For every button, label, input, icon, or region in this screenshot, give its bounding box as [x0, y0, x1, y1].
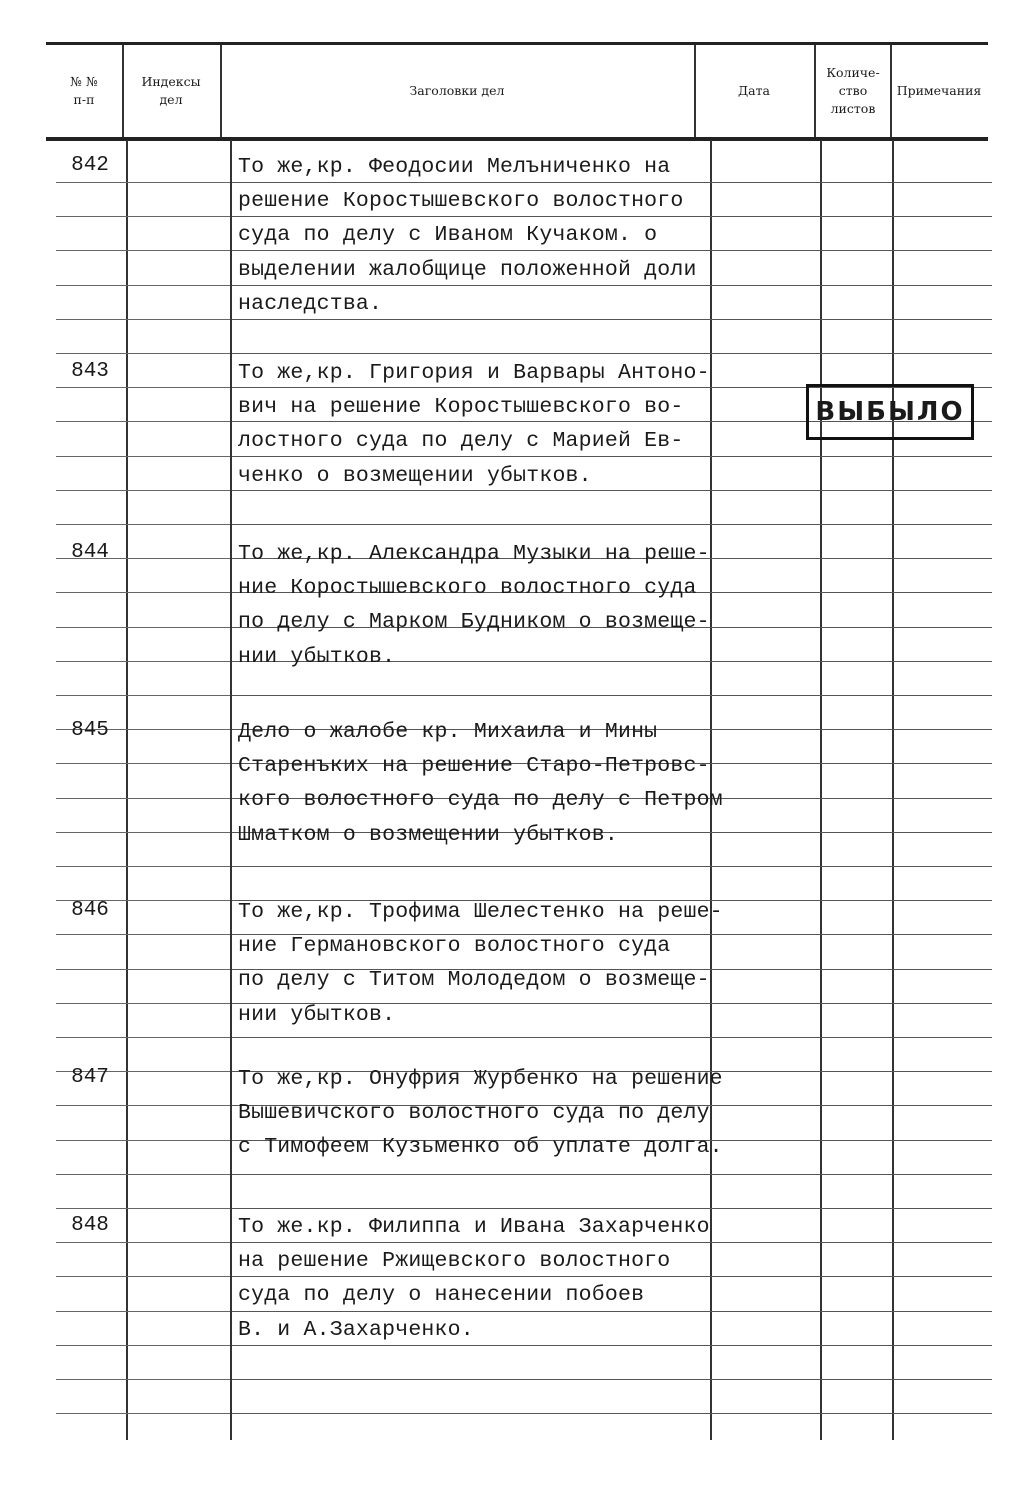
header-divider: [122, 45, 124, 137]
ruled-line: [56, 661, 230, 662]
header-sheets: Количе- ство листов: [826, 64, 880, 117]
ruled-line: [56, 969, 230, 970]
ruled-line: [232, 1208, 992, 1209]
entry-number: 846: [71, 899, 109, 922]
ruled-line: [56, 182, 230, 183]
entry-title: [238, 1062, 778, 1165]
ruled-line: [56, 387, 230, 388]
ruled-line: [56, 1311, 230, 1312]
entry-number: 842: [71, 154, 109, 177]
header-divider: [220, 45, 222, 137]
ruled-line: [232, 1413, 992, 1414]
entry-title-line: ние Коростышевского волостного суда: [238, 576, 697, 601]
entry-number: 843: [71, 360, 109, 383]
ruled-line: [232, 1379, 992, 1380]
entry-title-line: Шматком о возмещении убытков.: [238, 822, 618, 847]
entry-title-line: То же,кр. Феодосии Мелъниченко на: [238, 155, 671, 179]
entry-title-line: на решение Ржищевского волостного: [238, 1249, 671, 1274]
entry-title-line: В. и А.Захарченко.: [238, 1317, 474, 1342]
ruled-line: [56, 490, 230, 491]
entry-title-line: нии убытков.: [238, 1002, 396, 1027]
header-title: Заголовки дел: [409, 82, 505, 98]
ruled-line: [56, 592, 230, 593]
entry-title-line: Дело о жалобе кр. Михаила и Мины: [238, 720, 658, 744]
ruled-line: [56, 1276, 230, 1277]
ruled-line: [56, 421, 230, 422]
ruled-line: [56, 456, 230, 457]
ruled-line: [56, 1242, 230, 1243]
ruled-line: [56, 524, 230, 525]
ruled-line: [56, 798, 230, 799]
withdrawn-stamp: ВЫБЫЛО: [806, 384, 974, 440]
ruled-line: [56, 832, 230, 833]
entry-title-line: То же,кр. Александра Музыки на реше-: [238, 542, 710, 566]
entry-title-line: суда по делу о нанесении побоев: [238, 1283, 645, 1308]
ruled-line: [56, 285, 230, 286]
ruled-line: [56, 1208, 230, 1209]
entry-title-line: Старенъких на решение Старо-Петровс-: [238, 754, 710, 779]
entry-title-line: суда по делу с Иваном Кучаком. о: [238, 223, 658, 248]
entry-title-line: ние Германовского волостного суда: [238, 934, 671, 959]
entry-title-line: Вышевичского волостного суда по делу: [238, 1101, 710, 1126]
entry-title-line: по делу с Марком Будником о возмеще-: [238, 610, 710, 635]
entry-title: [238, 150, 778, 321]
header-divider: [890, 45, 892, 137]
entry-title: [238, 356, 778, 493]
column-divider: [126, 140, 128, 1440]
header-date: Дата: [738, 82, 770, 98]
ruled-line: [232, 866, 992, 867]
header-notes: Примечания: [896, 82, 982, 98]
entry-title: [238, 715, 778, 852]
entry-title-line: кого волостного суда по делу с Петром: [238, 788, 723, 813]
ruled-line: [56, 250, 230, 251]
ruled-line: [56, 1413, 230, 1414]
entry-title-line: То же,кр. Григория и Варвары Антоно-: [238, 361, 710, 385]
entry-number: 847: [71, 1066, 109, 1089]
entry-title-line: лостного суда по делу с Марией Ев-: [238, 429, 684, 454]
header-divider: [814, 45, 816, 137]
ruled-line: [56, 1140, 230, 1141]
header-index: Индексы дел: [141, 73, 201, 107]
entry-title: [238, 1210, 778, 1347]
column-divider: [820, 140, 822, 1440]
entry-title-line: нии убытков.: [238, 644, 396, 669]
entry-title-line: То же,кр. Трофима Шелестенко на реше-: [238, 900, 723, 924]
entry-title-line: вич на решение Коростышевского во-: [238, 395, 684, 420]
ruled-line: [56, 1345, 230, 1346]
ruled-line: [232, 695, 992, 696]
entry-number: 848: [71, 1214, 109, 1237]
ruled-line: [56, 216, 230, 217]
entry-title-line: То же,кр. Онуфрия Журбенко на решение: [238, 1067, 723, 1091]
ruled-line: [56, 1037, 230, 1038]
ruled-line: [56, 627, 230, 628]
entry-title-line: наследства.: [238, 291, 383, 316]
ruled-line: [56, 695, 230, 696]
ruled-line: [56, 1003, 230, 1004]
ruled-line: [232, 1174, 992, 1175]
ruled-line: [232, 524, 992, 525]
entry-title-line: решение Коростышевского волостного: [238, 189, 684, 214]
entry-title-line: с Тимофеем Кузьменко об уплате долга.: [238, 1135, 723, 1160]
ruled-line: [56, 353, 230, 354]
ruled-line: [232, 1037, 992, 1038]
ruled-line: [56, 1105, 230, 1106]
column-divider: [892, 140, 894, 1440]
ruled-line: [56, 934, 230, 935]
header-number: № № п-п: [70, 73, 98, 107]
ruled-line: [56, 866, 230, 867]
ruled-line: [56, 1174, 230, 1175]
entry-title-line: То же.кр. Филиппа и Ивана Захарченко: [238, 1215, 710, 1239]
entry-title: [238, 537, 778, 674]
entry-number: 845: [71, 719, 109, 742]
table-header: [46, 42, 988, 141]
entry-title: [238, 895, 778, 1032]
entry-title-line: выделении жалобщице положенной доли: [238, 257, 697, 282]
ruled-line: [232, 353, 992, 354]
entry-title-line: ченко о возмещении убытков.: [238, 463, 592, 488]
header-divider: [694, 45, 696, 137]
ruled-line: [56, 763, 230, 764]
ruled-line: [56, 319, 230, 320]
entry-title-line: по делу с Титом Молодедом о возмеще-: [238, 968, 710, 993]
ruled-line: [56, 1379, 230, 1380]
entry-number: 844: [71, 541, 109, 564]
column-divider: [230, 140, 232, 1440]
